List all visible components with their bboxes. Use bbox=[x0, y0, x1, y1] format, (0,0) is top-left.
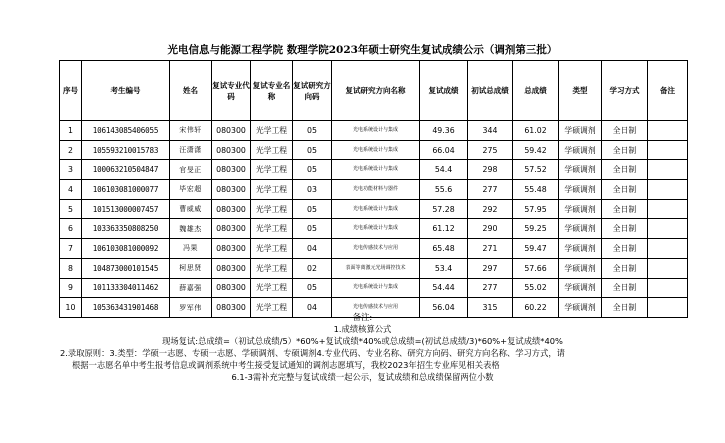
table-cell: 柯思贤 bbox=[170, 258, 212, 278]
notes-line-3: 2.录取原则：3.类型：学硕一志愿、专硕一志愿、学硕调剂、专硕调剂4.专业代码、专业名称、研究方向码、研究方向名称、学习方式，请 bbox=[60, 348, 565, 358]
table-cell: 104873000101545 bbox=[82, 258, 170, 278]
table-cell: 61.02 bbox=[513, 121, 559, 141]
table-cell: 04 bbox=[293, 239, 332, 259]
table-cell bbox=[648, 180, 688, 200]
table-cell: 光学工程 bbox=[251, 160, 293, 180]
table-cell: 学硕调剂 bbox=[559, 140, 602, 160]
notes-line-1: 1.成绩核算公式 bbox=[333, 324, 392, 334]
table-cell: 全日制 bbox=[602, 298, 648, 318]
table-cell: 光学工程 bbox=[251, 258, 293, 278]
table-cell: 学硕调剂 bbox=[559, 298, 602, 318]
table-cell: 57.95 bbox=[513, 199, 559, 219]
table-cell: 光电系统设计与集成 bbox=[332, 160, 420, 180]
table-cell: 光电功能材料与器件 bbox=[332, 180, 420, 200]
table-cell: 57.66 bbox=[513, 258, 559, 278]
table-cell: 05 bbox=[293, 199, 332, 219]
column-header: 备注 bbox=[648, 61, 688, 121]
table-cell: 271 bbox=[468, 239, 513, 259]
table-cell: 65.48 bbox=[420, 239, 468, 259]
table-cell: 05 bbox=[293, 278, 332, 298]
results-table bbox=[59, 60, 688, 318]
table-cell: 55.48 bbox=[513, 180, 559, 200]
table-cell: 2 bbox=[60, 140, 82, 160]
table-cell: 全日制 bbox=[602, 121, 648, 141]
table-cell: 277 bbox=[468, 180, 513, 200]
notes-heading: 备注: bbox=[352, 312, 373, 322]
table-cell: 080300 bbox=[212, 180, 251, 200]
table-cell: 080300 bbox=[212, 160, 251, 180]
notes-line-2: 现场复试:总成绩=（初试总成绩/5）*60%+复试成绩*40%或总成绩=(初试总成绩/3)*60%+复试成绩*40% bbox=[162, 336, 563, 346]
table-row bbox=[60, 199, 688, 219]
table-cell bbox=[648, 121, 688, 141]
table-cell: 315 bbox=[468, 298, 513, 318]
table-cell: 学硕调剂 bbox=[559, 219, 602, 239]
table-cell: 全日制 bbox=[602, 140, 648, 160]
table-cell bbox=[648, 140, 688, 160]
table-cell: 04 bbox=[293, 298, 332, 318]
table-cell: 8 bbox=[60, 258, 82, 278]
table-cell: 275 bbox=[468, 140, 513, 160]
column-header: 序号 bbox=[60, 61, 82, 121]
table-cell: 宋伟轩 bbox=[170, 121, 212, 141]
table-cell: 学硕调剂 bbox=[559, 199, 602, 219]
table-cell: 学硕调剂 bbox=[559, 258, 602, 278]
table-row bbox=[60, 160, 688, 180]
table-cell: 光学工程 bbox=[251, 180, 293, 200]
table-cell: 汪潇潇 bbox=[170, 140, 212, 160]
table-cell: 105363431901468 bbox=[82, 298, 170, 318]
table-cell: 学硕调剂 bbox=[559, 278, 602, 298]
table-cell: 官旻正 bbox=[170, 160, 212, 180]
table-cell bbox=[648, 278, 688, 298]
table-cell: 101133304011462 bbox=[82, 278, 170, 298]
table-cell: 学硕调剂 bbox=[559, 121, 602, 141]
table-cell: 297 bbox=[468, 258, 513, 278]
table-cell bbox=[648, 258, 688, 278]
table-cell: 光学工程 bbox=[251, 298, 293, 318]
table-cell: 光电系统设计与集成 bbox=[332, 278, 420, 298]
table-cell: 57.28 bbox=[420, 199, 468, 219]
notes-section bbox=[0, 311, 725, 383]
table-cell: 表面等离激元光场调控技术 bbox=[332, 258, 420, 278]
notes-line-5: 6.1-3需补充完整与复试成绩一起公示，复试成绩和总成绩保留两位小数 bbox=[231, 372, 494, 382]
table-cell: 光学工程 bbox=[251, 199, 293, 219]
table-cell: 魏雄杰 bbox=[170, 219, 212, 239]
table-cell: 106103081000092 bbox=[82, 239, 170, 259]
table-cell: 全日制 bbox=[602, 160, 648, 180]
table-row bbox=[60, 239, 688, 259]
column-header: 复试成绩 bbox=[420, 61, 468, 121]
table-row bbox=[60, 121, 688, 141]
column-header: 复试研究方向名称 bbox=[332, 61, 420, 121]
table-cell: 080300 bbox=[212, 278, 251, 298]
table-cell: 毕宏超 bbox=[170, 180, 212, 200]
table-cell: 080300 bbox=[212, 140, 251, 160]
table-cell: 56.04 bbox=[420, 298, 468, 318]
table-cell: 03 bbox=[293, 180, 332, 200]
table-cell: 全日制 bbox=[602, 180, 648, 200]
table-cell: 277 bbox=[468, 278, 513, 298]
table-cell: 105593210015783 bbox=[82, 140, 170, 160]
table-cell: 9 bbox=[60, 278, 82, 298]
table-cell: 59.47 bbox=[513, 239, 559, 259]
table-cell: 光学工程 bbox=[251, 140, 293, 160]
table-cell: 全日制 bbox=[602, 199, 648, 219]
table-cell: 61.12 bbox=[420, 219, 468, 239]
table-cell bbox=[648, 160, 688, 180]
table-cell: 05 bbox=[293, 219, 332, 239]
table-cell bbox=[648, 199, 688, 219]
table-cell bbox=[648, 219, 688, 239]
column-header: 姓名 bbox=[170, 61, 212, 121]
table-cell: 光学工程 bbox=[251, 219, 293, 239]
page-title: 光电信息与能源工程学院 数理学院2023年硕士研究生复试成绩公示（调剂第三批） bbox=[167, 44, 558, 56]
table-header-row bbox=[60, 61, 688, 121]
table-cell: 05 bbox=[293, 121, 332, 141]
table-cell: 3 bbox=[60, 160, 82, 180]
column-header: 复试专业代码 bbox=[212, 61, 251, 121]
table-cell: 10 bbox=[60, 298, 82, 318]
table-cell: 光电系统设计与集成 bbox=[332, 121, 420, 141]
table-cell: 05 bbox=[293, 160, 332, 180]
column-header: 考生编号 bbox=[82, 61, 170, 121]
table-cell: 53.4 bbox=[420, 258, 468, 278]
table-cell: 全日制 bbox=[602, 278, 648, 298]
table-cell: 光电传感技术与应用 bbox=[332, 298, 420, 318]
table-cell: 344 bbox=[468, 121, 513, 141]
table-cell: 5 bbox=[60, 199, 82, 219]
table-cell: 106143085406055 bbox=[82, 121, 170, 141]
table-cell: 59.42 bbox=[513, 140, 559, 160]
table-cell: 54.4 bbox=[420, 160, 468, 180]
table-cell: 290 bbox=[468, 219, 513, 239]
table-cell: 光电系统设计与集成 bbox=[332, 199, 420, 219]
table-cell: 学硕调剂 bbox=[559, 160, 602, 180]
table-cell: 57.52 bbox=[513, 160, 559, 180]
table-cell: 080300 bbox=[212, 298, 251, 318]
column-header: 类型 bbox=[559, 61, 602, 121]
table-row bbox=[60, 180, 688, 200]
table-cell: 全日制 bbox=[602, 219, 648, 239]
table-row bbox=[60, 219, 688, 239]
column-header: 总成绩 bbox=[513, 61, 559, 121]
table-cell: 薛嘉强 bbox=[170, 278, 212, 298]
table-row bbox=[60, 140, 688, 160]
column-header: 复试专业名称 bbox=[251, 61, 293, 121]
notes-line-4: 根据一志愿名单中考生报考信息或调剂系统中考生接受复试通知的调剂志愿填写，我校2023年招生专业库见相关表格 bbox=[72, 360, 500, 370]
column-header: 复试研究方向码 bbox=[293, 61, 332, 121]
table-cell: 05 bbox=[293, 140, 332, 160]
table-cell: 曹威威 bbox=[170, 199, 212, 219]
table-cell: 080300 bbox=[212, 121, 251, 141]
column-header: 学习方式 bbox=[602, 61, 648, 121]
table-cell: 54.44 bbox=[420, 278, 468, 298]
table-cell: 080300 bbox=[212, 219, 251, 239]
table-cell: 6 bbox=[60, 219, 82, 239]
table-cell bbox=[648, 239, 688, 259]
table-cell: 学硕调剂 bbox=[559, 180, 602, 200]
table-cell: 298 bbox=[468, 160, 513, 180]
table-cell: 55.02 bbox=[513, 278, 559, 298]
table-cell: 101513000007457 bbox=[82, 199, 170, 219]
table-cell: 光电系统设计与集成 bbox=[332, 219, 420, 239]
table-cell: 55.6 bbox=[420, 180, 468, 200]
table-cell: 59.25 bbox=[513, 219, 559, 239]
table-row bbox=[60, 278, 688, 298]
table-cell: 49.36 bbox=[420, 121, 468, 141]
table-cell: 罗军伟 bbox=[170, 298, 212, 318]
column-header: 初试总成绩 bbox=[468, 61, 513, 121]
table-cell: 光学工程 bbox=[251, 278, 293, 298]
table-cell: 光电传感技术与应用 bbox=[332, 239, 420, 259]
table-cell: 冯果 bbox=[170, 239, 212, 259]
table-cell: 106103081000077 bbox=[82, 180, 170, 200]
table-cell: 全日制 bbox=[602, 239, 648, 259]
table-cell: 光电系统设计与集成 bbox=[332, 140, 420, 160]
table-cell: 学硕调剂 bbox=[559, 239, 602, 259]
table-cell: 66.04 bbox=[420, 140, 468, 160]
table-cell: 1 bbox=[60, 121, 82, 141]
table-cell: 080300 bbox=[212, 199, 251, 219]
table-cell: 光学工程 bbox=[251, 239, 293, 259]
table-cell: 7 bbox=[60, 239, 82, 259]
table-cell: 080300 bbox=[212, 239, 251, 259]
table-cell: 080300 bbox=[212, 258, 251, 278]
table-cell: 4 bbox=[60, 180, 82, 200]
table-cell: 60.22 bbox=[513, 298, 559, 318]
table-cell: 292 bbox=[468, 199, 513, 219]
table-cell: 光学工程 bbox=[251, 121, 293, 141]
table-cell: 100063210504847 bbox=[82, 160, 170, 180]
table-cell: 02 bbox=[293, 258, 332, 278]
table-cell: 全日制 bbox=[602, 258, 648, 278]
table-cell: 103363350808250 bbox=[82, 219, 170, 239]
table-row bbox=[60, 258, 688, 278]
